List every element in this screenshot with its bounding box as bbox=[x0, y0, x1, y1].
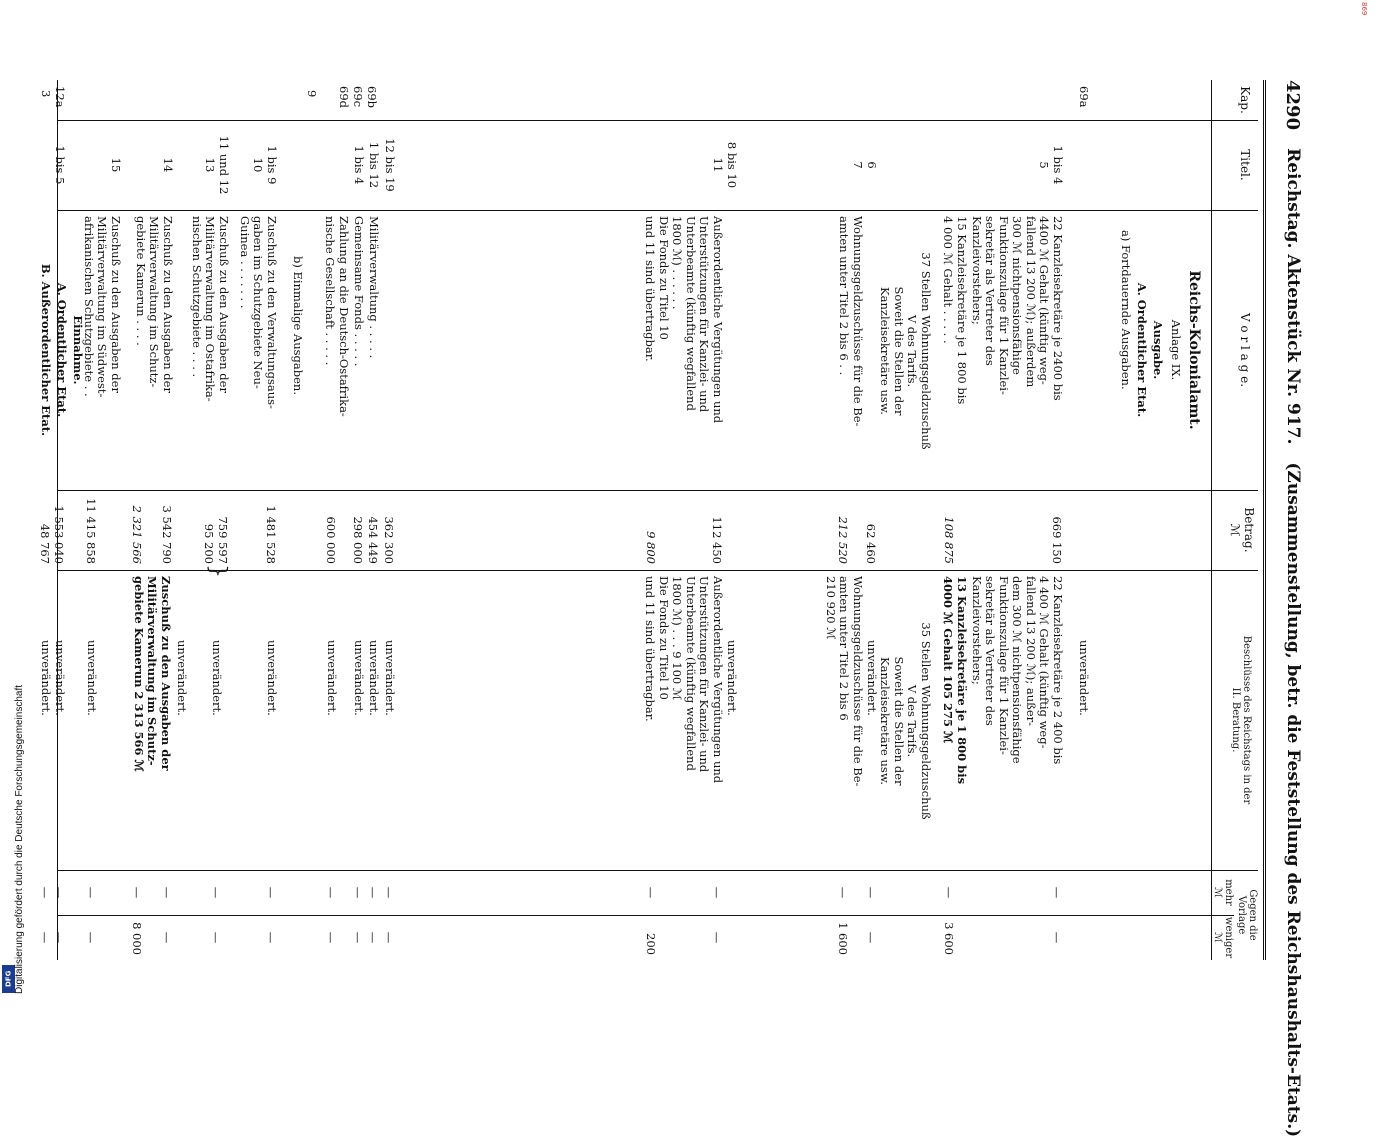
vorlage-gemeinsame: Gemeinsame Fonds . . . . . bbox=[352, 216, 366, 367]
rotated-document bbox=[38, 80, 1310, 1137]
beschluss-kanzlei-13: 13 Kanzleisekretäre je 1 800 bis 4000 ℳ Gehalt 105 275 ℳ bbox=[941, 576, 969, 785]
betrag-value: 62 460 bbox=[864, 523, 878, 564]
titel-label: 1 bis 9 bbox=[265, 145, 279, 185]
vorlage-zuschuss-kamerun: Zuschuß zu den Ausgaben der Militärverwaltung im Schutz- gebiete Kamerun . . . . bbox=[134, 216, 175, 393]
weniger-dash: — bbox=[324, 931, 338, 944]
betrag-value: 600 000 bbox=[324, 516, 338, 564]
ordentlicher-etat-heading: A. Ordentlicher Etat. bbox=[1135, 282, 1149, 418]
beschluss-unveraendert: unverändert. bbox=[383, 640, 397, 716]
kap-label: 69d bbox=[337, 86, 351, 108]
col-beschluesse: Beschlüsse des Reichstags in der II. Beratung. bbox=[1230, 635, 1252, 805]
weniger-dash: — bbox=[264, 931, 278, 944]
beschluss-unveraendert: unverändert. bbox=[39, 640, 53, 716]
betrag-value: 669 150 bbox=[1050, 516, 1064, 564]
mehr-dash: — bbox=[84, 886, 98, 899]
mehr-dash: — bbox=[836, 886, 850, 899]
beschluss-kamerun: Zuschuß zu den Ausgaben der Militärverwaltung im Schutz- gebiete Kamerun 2 313 566 ℳ bbox=[132, 576, 173, 772]
budget-table bbox=[38, 80, 1258, 960]
document-subtitle: (Zusammenstellung, betr. die Feststellung des Reichshaushalts-Etats.) bbox=[1283, 462, 1303, 1137]
weniger-dash: — bbox=[160, 931, 174, 944]
kap-label: 9 bbox=[305, 90, 319, 98]
mehr-dash: — bbox=[351, 886, 365, 899]
titel-label: 1 bis 4 bbox=[1051, 145, 1065, 185]
titel-label: 12 bis 19 bbox=[383, 138, 397, 192]
kap-label: 69b bbox=[365, 86, 379, 108]
beschluss-unveraendert: unverändert. bbox=[85, 640, 99, 716]
betrag-value: 3 542 790 bbox=[160, 505, 174, 564]
mehr-dash: — bbox=[160, 886, 174, 899]
beschluss-unveraendert: unverändert. bbox=[175, 640, 189, 716]
vorlage-kanzlei-22: 22 Kanzleisekretäre je 2400 bis 4400 ℳ Gehalt (künftig weg- fallend 13 200 ℳ); außerdem 300 ℳ nichtpensionsfähige Funktionszulage für 1 Kanzlei- sekretär als Vertreter des Kanzleivorstehers; bbox=[970, 216, 1065, 401]
betrag-value: 95 200 bbox=[202, 523, 216, 564]
corner-mark: 869 bbox=[1360, 2, 1368, 16]
mehr-dash: — bbox=[710, 886, 724, 899]
einmalige-heading: b) Einmalige Ausgaben. bbox=[291, 256, 305, 395]
weniger-dash: — bbox=[710, 931, 724, 944]
beschluss-unveraendert: unverändert. bbox=[865, 640, 879, 716]
column-rule bbox=[58, 870, 1258, 871]
vorlage-wohnungsgeld: Wohnungsgeldzuschüsse für die Be- amten unter Titel 2 bis 6 . . bbox=[837, 216, 865, 427]
kap-label: 12a bbox=[53, 86, 67, 108]
vorlage-zuschuss-neuguinea: Zuschuß zu den Verwaltungsaus- gaben im Schutzgebiete Neu- Guinea . . . . . . . bbox=[238, 216, 279, 409]
titel-label: 10 bbox=[251, 157, 265, 173]
col-mehr-unit: ℳ bbox=[1212, 887, 1223, 898]
col-betrag-unit: ℳ bbox=[1228, 523, 1242, 537]
titel-label: 8 bis 10 bbox=[725, 141, 739, 189]
mehr-dash: — bbox=[264, 886, 278, 899]
mehr-dash: — bbox=[942, 886, 956, 899]
col-weniger-label: weniger bbox=[1223, 916, 1234, 959]
office-heading: Reichs-Kolonialamt. bbox=[1186, 270, 1202, 430]
dfg-logo: DFG bbox=[2, 965, 15, 993]
weniger-value: 200 bbox=[644, 933, 658, 955]
betrag-value: 112 450 bbox=[710, 516, 724, 564]
col-kap: Kap. bbox=[1238, 86, 1252, 114]
weniger-dash: — bbox=[382, 931, 396, 944]
column-rule bbox=[58, 570, 1258, 571]
col-betrag-label: Betrag. bbox=[1242, 507, 1256, 553]
beschluss-unveraendert: unverändert. bbox=[352, 640, 366, 716]
mehr-dash: — bbox=[38, 886, 52, 899]
page-number: 4290 bbox=[1282, 80, 1304, 131]
mehr-dash: — bbox=[864, 886, 878, 899]
weniger-value: 1 600 bbox=[836, 922, 850, 955]
column-rule bbox=[58, 490, 1258, 491]
header-rule bbox=[1263, 80, 1266, 960]
titel-label: 1 bis 12 bbox=[367, 141, 381, 189]
mehr-dash: — bbox=[52, 886, 66, 899]
beschluss-unveraendert: unverändert. bbox=[53, 640, 67, 716]
einnahme-ausserordentlicher: B. Außerordentlicher Etat. bbox=[39, 263, 53, 437]
titel-label: 5 bbox=[1037, 161, 1051, 169]
beschluss-wohnungsgeld: Wohnungsgeldzuschüsse für die Be- amten unter Titel 2 bis 6 210 920 ℳ bbox=[824, 576, 865, 787]
kap-label: 69c bbox=[351, 86, 365, 108]
titel-label: 14 bbox=[161, 157, 175, 173]
betrag-value: 1 553 040 bbox=[52, 505, 66, 564]
weniger-dash: — bbox=[38, 931, 52, 944]
weniger-dash: — bbox=[52, 931, 66, 944]
column-header-row bbox=[1211, 80, 1258, 960]
weniger-dash: — bbox=[1050, 931, 1064, 944]
vorlage-zuschuss-suedwest: Zuschuß zu den Ausgaben der Militärverwaltung im Südwest- afrikanischen Schutzgebiete . . bbox=[82, 216, 123, 398]
bracket-symbol: } bbox=[205, 564, 230, 578]
column-rule bbox=[58, 120, 1258, 121]
kap-label: 3 bbox=[39, 90, 53, 98]
weniger-dash: — bbox=[84, 931, 98, 944]
betrag-value: 362 300 bbox=[382, 516, 396, 564]
betrag-value: 454 449 bbox=[366, 516, 380, 564]
col-weniger-unit: ℳ bbox=[1212, 932, 1223, 943]
col-weniger bbox=[1212, 915, 1234, 960]
beschluss-unveraendert: unverändert. bbox=[210, 640, 224, 716]
vorlage-militaer: Militärverwaltung . . . . . bbox=[367, 216, 381, 359]
running-head bbox=[1276, 80, 1310, 1137]
betrag-value: 11 415 858 bbox=[84, 498, 98, 564]
vorlage-zuschuss-ostafrika: Zuschuß zu den Ausgaben der Militärverwaltung im Ostafrika- nischen Schutzgebiete . . . . bbox=[190, 216, 231, 402]
kap-label: 69a bbox=[1077, 86, 1091, 108]
mehr-dash: — bbox=[209, 886, 223, 899]
anlage-label: Anlage IX. bbox=[1169, 319, 1183, 381]
vorlage-stellen-37: 37 Stellen Wohnungsgeldzuschuß V des Tarifs. Soweit die Stellen der Kanzleisekretäre usw. bbox=[878, 252, 933, 450]
weniger-dash: — bbox=[209, 931, 223, 944]
col-mehr-label: mehr bbox=[1223, 879, 1234, 906]
betrag-value: 212 520 bbox=[836, 516, 850, 564]
weniger-value: 3 600 bbox=[942, 922, 956, 955]
mehr-dash: — bbox=[382, 886, 396, 899]
weniger-dash: — bbox=[864, 931, 878, 944]
betrag-value: 9 800 bbox=[644, 531, 658, 564]
column-rule bbox=[58, 210, 1258, 211]
titel-label: 11 bbox=[711, 157, 725, 173]
col-vorlage: V o r l a g e. bbox=[1238, 312, 1252, 388]
titel-label: 1 bis 4 bbox=[352, 145, 366, 185]
titel-label: 13 bbox=[203, 157, 217, 173]
betrag-value: 298 000 bbox=[351, 516, 365, 564]
beschluss-unveraendert: unverändert. bbox=[1077, 640, 1091, 716]
beschluss-unveraendert: unverändert. bbox=[265, 640, 279, 716]
vorlage-kanzlei-15: 15 Kanzleisekretäre je 1 800 bis 4 000 ℳ Gehalt . . . . . bbox=[941, 216, 969, 405]
col-gegen: Gegen die Vorlage bbox=[1236, 889, 1258, 941]
fortdauernde-heading: a) Fortdauernde Ausgaben. bbox=[1119, 230, 1133, 390]
digitization-credit: Digitalisierung gefördert durch die Deutsche Forschungsgemeinschaft bbox=[14, 684, 25, 994]
titel-label: 15 bbox=[109, 157, 123, 173]
weniger-value: 8 000 bbox=[130, 922, 144, 955]
mehr-dash: — bbox=[1050, 886, 1064, 899]
beschluss-unveraendert: unverändert. bbox=[325, 640, 339, 716]
betrag-value: 1 481 528 bbox=[264, 505, 278, 564]
titel-label: 7 bbox=[851, 161, 865, 169]
einnahme-ordentlicher: A. Ordentlicher Etat. bbox=[55, 282, 69, 418]
weniger-dash: — bbox=[366, 931, 380, 944]
vorlage-zahlung: Zahlung an die Deutsch-Ostafrika- nische Gesellschaft . . . . . bbox=[323, 216, 351, 417]
col-mehr bbox=[1212, 870, 1234, 915]
col-titel: Titel. bbox=[1238, 149, 1252, 181]
beschluss-stellen-35: 35 Stellen Wohnungsgeldzuschuß V des Tarifs. Soweit die Stellen der Kanzleisekretäre usw. bbox=[878, 622, 933, 820]
vorlage-ausserordentliche: Außerordentliche Vergütungen und Unterstützungen für Kanzlei- und Unterbeamte (künftig wegfallend 1800 ℳ) . . . . . . Die Fonds zu Titel 10 und 11 sind übertragbar. bbox=[643, 216, 725, 424]
weniger-dash: — bbox=[351, 931, 365, 944]
betrag-value: 108 875 bbox=[942, 516, 956, 564]
mehr-dash: — bbox=[366, 886, 380, 899]
mehr-dash: — bbox=[130, 886, 144, 899]
mehr-dash: — bbox=[324, 886, 338, 899]
beschluss-ausserordentliche: Außerordentliche Vergütungen und Unterstützungen für Kanzlei- und Unterbeamte (künftig wegfallend 1800 ℳ) . . . 9 100 ℳ Die Fonds zu Titel 10 und 11 sind übertragbar. bbox=[643, 576, 725, 784]
col-betrag bbox=[1228, 490, 1256, 570]
ausgabe-heading: Ausgabe. bbox=[1151, 320, 1165, 380]
betrag-value: 759 597 bbox=[216, 516, 230, 564]
titel-label: 1 bis 5 bbox=[53, 145, 67, 185]
betrag-value: 48 767 bbox=[38, 523, 52, 564]
einnahme-heading: Einnahme. bbox=[71, 315, 85, 385]
mehr-dash: — bbox=[644, 886, 658, 899]
titel-label: 11 und 12 bbox=[217, 135, 231, 195]
beschluss-unveraendert: unverändert. bbox=[725, 640, 739, 716]
beschluss-kanzlei-22: 22 Kanzleisekretäre je 2 400 bis 4 400 ℳ Gehalt (künftig weg- fallend 13 200 ℳ); außer- dem 300 ℳ nichtpensionsfähige Funktionszulage für 1 Kanzlei- sekretär als Vertreter des Kanzleivorstehers; bbox=[970, 576, 1065, 765]
titel-label: 6 bbox=[865, 161, 879, 169]
betrag-value: 2 321 566 bbox=[130, 505, 144, 564]
beschluss-unveraendert: unverändert. bbox=[367, 640, 381, 716]
document-title: Reichstag. Aktenstück Nr. 917. bbox=[1283, 148, 1303, 445]
